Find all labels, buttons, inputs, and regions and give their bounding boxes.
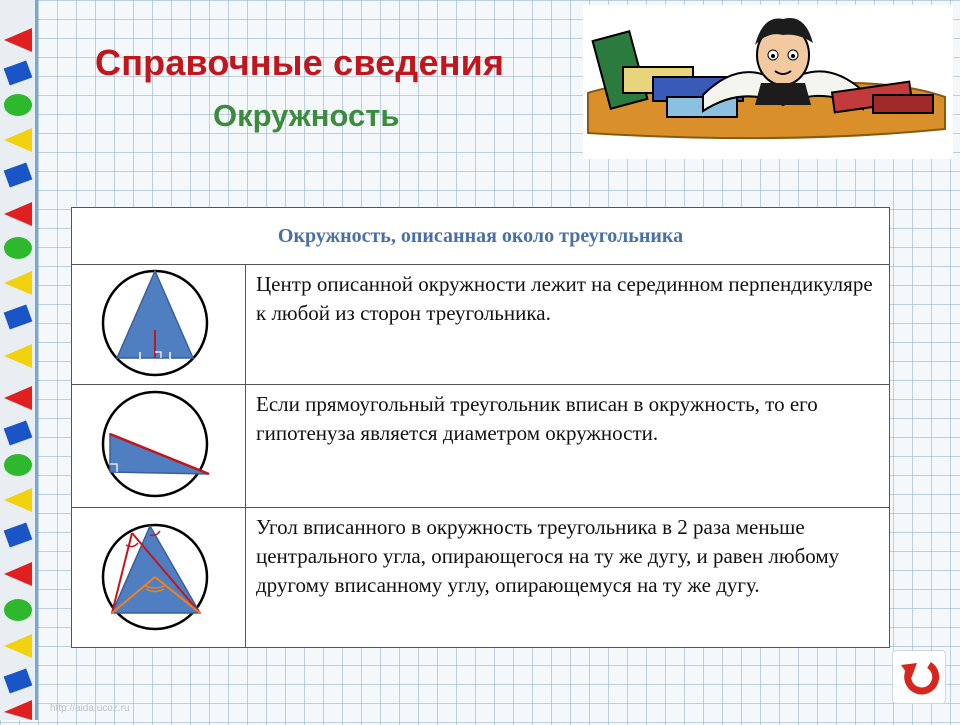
decorative-shapes-icon [0, 0, 36, 720]
back-arrow-icon [893, 651, 945, 703]
table-row [72, 384, 889, 507]
inscribed-central-angle-figure [72, 507, 245, 647]
stripe-border-line [35, 0, 38, 720]
table-header: Окружность, описанная около треугольника [277, 224, 684, 247]
slide-title: Справочные сведения [95, 42, 505, 83]
row-description: Если прямоугольный треугольник вписан в окружность, то его гипотенуза является диаметром окружности. [256, 392, 818, 445]
right-triangle-hypotenuse-diameter-figure [72, 384, 245, 507]
slide-subtitle: Окружность [213, 98, 400, 133]
table-row [72, 507, 889, 647]
info-table [71, 207, 890, 648]
back-button[interactable] [892, 650, 946, 704]
row-description: Угол вписанного в окружность треугольника в 2 раза меньше центрального угла, опирающегося на ту же дугу, и равен любому другому вписанному углу, опирающемуся на ту же дугу. [256, 515, 840, 597]
row-description: Центр описанной окружности лежит на серединном перпендикуляре к любой из сторон треугольника. [256, 272, 873, 325]
circumscribed-circle-perpendicular-bisector-figure [72, 264, 245, 384]
reader-with-books-clipart [583, 5, 953, 159]
table-row [72, 264, 889, 384]
decorative-shapes-stripe [0, 0, 36, 720]
footer-url: http://aida.ucoz.ru [50, 703, 130, 714]
